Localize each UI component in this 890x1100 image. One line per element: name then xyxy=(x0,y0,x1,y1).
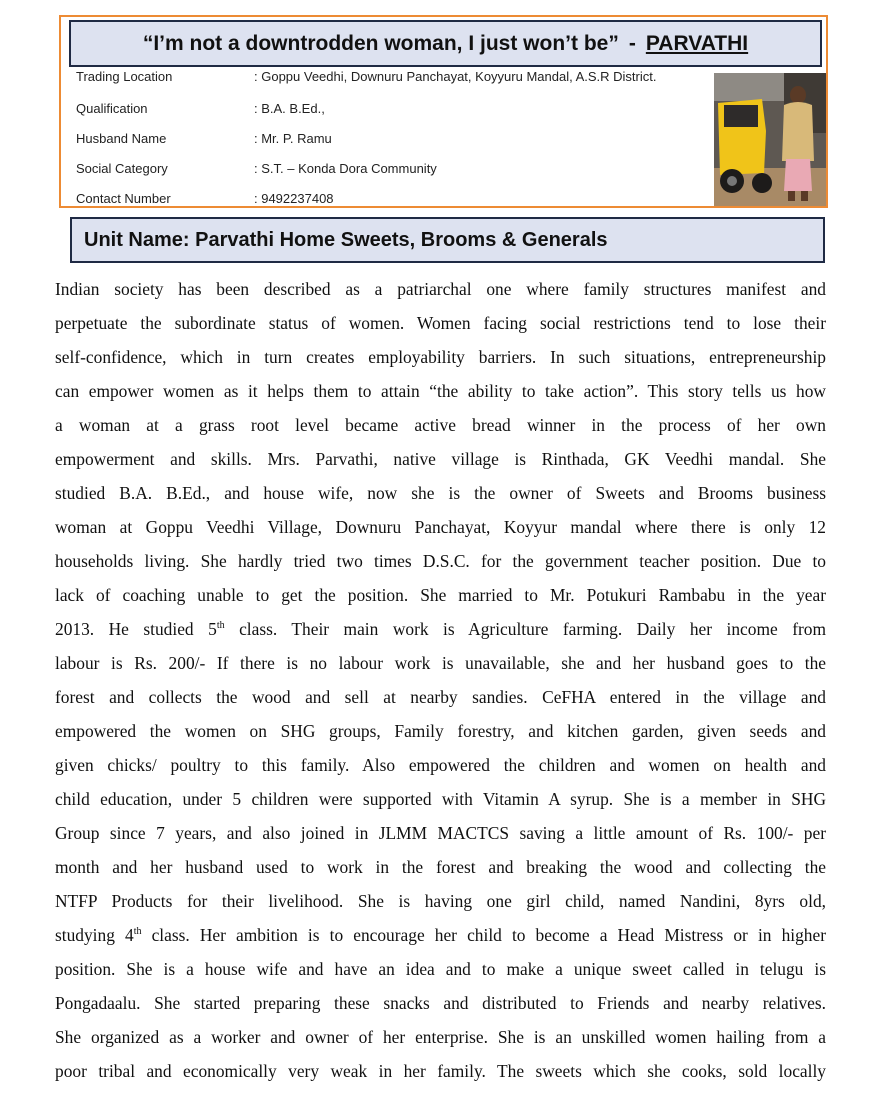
body-line-text: studying 4 xyxy=(55,925,134,945)
body-line: She organized as a worker and owner of her enterprise. She is an unskilled women hailing from a xyxy=(55,1027,826,1047)
unit-name-banner xyxy=(70,217,825,263)
body-line: empowerment and skills. Mrs. Parvathi, native village is Rinthada, GK Veedhi mandal. She xyxy=(55,449,826,469)
detail-value: : 9492237408 xyxy=(254,191,334,206)
body-line-text: class. Their main work is Agriculture farming. Daily her income from xyxy=(224,619,826,639)
body-line: empowered the women on SHG groups, Family forestry, and kitchen garden, given seeds and xyxy=(55,721,826,741)
profile-photo-illustration xyxy=(714,73,826,206)
body-line: position. She is a house wife and have an idea and to make a unique sweet called in telugu is xyxy=(55,959,826,979)
body-line: forest and collects the wood and sell at nearby sandies. CeFHA entered in the village and xyxy=(55,687,826,707)
quote-banner xyxy=(69,20,822,67)
detail-label: Husband Name xyxy=(76,131,167,146)
quote-separator: - xyxy=(628,31,636,55)
body-line-text: class. Her ambition is to encourage her child to become a Head Mistress or in higher xyxy=(141,925,826,945)
body-line xyxy=(55,617,826,641)
unit-name-text: Unit Name: Parvathi Home Sweets, Brooms & Generals xyxy=(84,228,608,251)
body-line: can empower women as it helps them to attain “the ability to take action”. This story tells us how xyxy=(55,381,826,401)
body-line: perpetuate the subordinate status of women. Women facing social restrictions tend to lose their xyxy=(55,313,826,333)
body-line: Group since 7 years, and also joined in JLMM MACTCS saving a little amount of Rs. 100/- per xyxy=(55,823,826,843)
body-line: NTFP Products for their livelihood. She is having one girl child, named Nandini, 8yrs old, xyxy=(55,891,826,911)
body-line: woman at Goppu Veedhi Village, Downuru Panchayat, Koyyur mandal where there is only 12 xyxy=(55,517,826,537)
body-line: given chicks/ poultry to this family. Also empowered the children and women on health and xyxy=(55,755,826,775)
body-line: a woman at a grass root level became active bread winner in the process of her own xyxy=(55,415,826,435)
body-line: lack of coaching unable to get the position. She married to Mr. Potukuri Rambabu in the year xyxy=(55,585,826,605)
detail-label: Social Category xyxy=(76,161,168,176)
quote-text: “I’m not a downtrodden woman, I just won’t be” xyxy=(142,31,619,55)
body-line: studied B.A. B.Ed., and house wife, now she is the owner of Sweets and Brooms business xyxy=(55,483,826,503)
superscript: th xyxy=(216,620,225,632)
body-line: poor tribal and economically very weak in her family. The sweets which she cooks, sold locally xyxy=(55,1061,826,1081)
detail-value: : Mr. P. Ramu xyxy=(254,131,332,146)
body-line: Pongadaalu. She started preparing these snacks and distributed to Friends and nearby relatives. xyxy=(55,993,826,1013)
profile-box xyxy=(59,15,828,208)
profile-name: PARVATHI xyxy=(645,31,749,55)
body-line: households living. She hardly tried two times D.S.C. for the government teacher position. Due to xyxy=(55,551,826,571)
detail-value: : Goppu Veedhi, Downuru Panchayat, Koyyuru Mandal, A.S.R District. xyxy=(254,69,657,84)
body-line: Indian society has been described as a patriarchal one where family structures manifest and xyxy=(55,279,826,299)
body-line: labour is Rs. 200/- If there is no labour work is unavailable, she and her husband goes to the xyxy=(55,653,826,673)
detail-label: Trading Location xyxy=(76,69,173,84)
detail-label: Contact Number xyxy=(76,191,171,206)
body-line: child education, under 5 children were supported with Vitamin A syrup. She is a member in SHG xyxy=(55,789,826,809)
body-line: month and her husband used to work in the forest and breaking the wood and collecting the xyxy=(55,857,826,877)
body-line: self-confidence, which in turn creates employability barriers. In such situations, entrepreneurship xyxy=(55,347,826,367)
detail-label: Qualification xyxy=(76,101,148,116)
detail-value: : S.T. – Konda Dora Community xyxy=(254,161,437,176)
profile-photo xyxy=(714,73,826,206)
body-line xyxy=(55,923,826,947)
detail-value: : B.A. B.Ed., xyxy=(254,101,325,116)
body-line-text: 2013. He studied 5 xyxy=(55,619,217,639)
superscript: th xyxy=(133,926,142,938)
